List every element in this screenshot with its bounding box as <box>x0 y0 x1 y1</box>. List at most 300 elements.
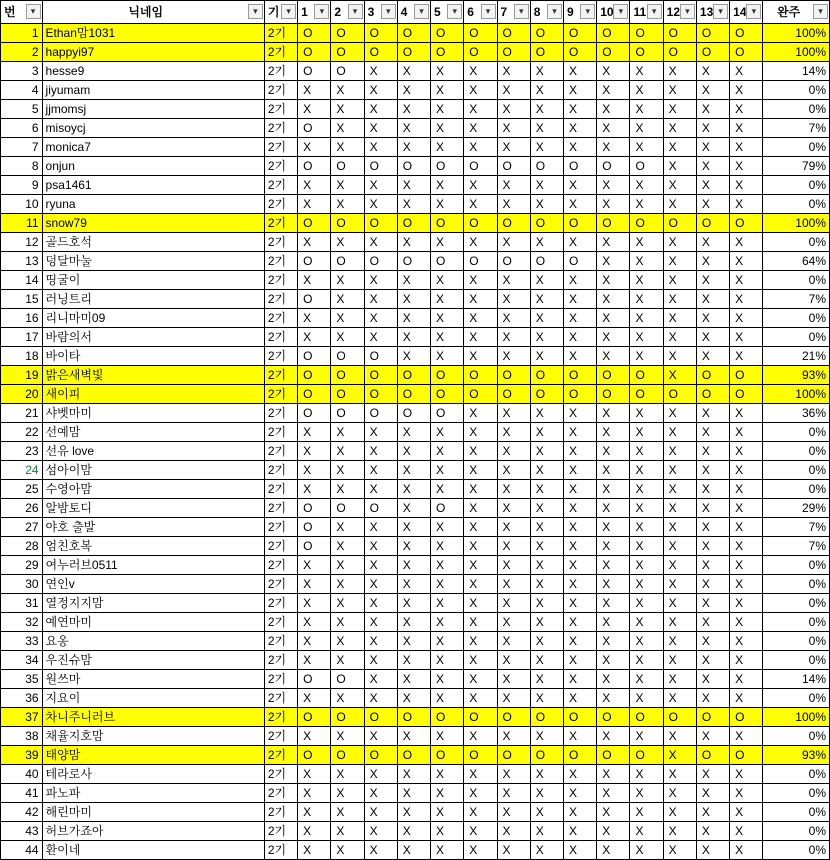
day-8-cell[interactable]: X <box>530 290 563 309</box>
day-9-cell[interactable]: X <box>563 176 596 195</box>
generation-cell[interactable]: 2기 <box>264 708 297 727</box>
day-11-cell[interactable]: X <box>630 518 663 537</box>
day-2-cell[interactable]: X <box>331 518 364 537</box>
nickname-cell[interactable]: 바이타 <box>42 347 264 366</box>
generation-cell[interactable]: 2기 <box>264 461 297 480</box>
day-3-cell[interactable]: O <box>364 347 397 366</box>
day-9-cell[interactable]: X <box>563 784 596 803</box>
day-14-cell[interactable]: X <box>730 765 763 784</box>
day-13-cell[interactable]: O <box>696 385 729 404</box>
day-3-cell[interactable]: X <box>364 518 397 537</box>
completion-cell[interactable]: 0% <box>763 556 830 575</box>
day-2-cell[interactable]: X <box>331 461 364 480</box>
day-13-cell[interactable]: X <box>696 765 729 784</box>
generation-cell[interactable]: 2기 <box>264 366 297 385</box>
day-1-cell[interactable]: X <box>298 784 331 803</box>
filter-dropdown-icon[interactable]: ▾ <box>813 4 828 19</box>
day-12-cell[interactable]: X <box>663 670 696 689</box>
day-12-cell[interactable]: X <box>663 233 696 252</box>
completion-cell[interactable]: 100% <box>763 24 830 43</box>
day-3-cell[interactable]: X <box>364 537 397 556</box>
row-number-cell[interactable]: 42 <box>1 803 43 822</box>
day-11-cell[interactable]: X <box>630 499 663 518</box>
completion-cell[interactable]: 0% <box>763 784 830 803</box>
day-9-cell[interactable]: O <box>563 385 596 404</box>
day-3-cell[interactable]: O <box>364 252 397 271</box>
day-13-cell[interactable]: X <box>696 499 729 518</box>
day-4-cell[interactable]: X <box>397 100 430 119</box>
day-9-cell[interactable]: O <box>563 43 596 62</box>
day-13-cell[interactable]: X <box>696 594 729 613</box>
row-number-cell[interactable]: 26 <box>1 499 43 518</box>
day-8-cell[interactable]: X <box>530 556 563 575</box>
nickname-cell[interactable]: Ethan맘1031 <box>42 24 264 43</box>
generation-cell[interactable]: 2기 <box>264 537 297 556</box>
day-12-cell[interactable]: X <box>663 537 696 556</box>
day-11-cell[interactable]: X <box>630 689 663 708</box>
nickname-cell[interactable]: psa1461 <box>42 176 264 195</box>
day-6-cell[interactable]: X <box>464 347 497 366</box>
day-11-cell[interactable]: X <box>630 81 663 100</box>
day-5-cell[interactable]: O <box>431 746 464 765</box>
day-8-cell[interactable]: X <box>530 233 563 252</box>
row-number-cell[interactable]: 29 <box>1 556 43 575</box>
day-8-cell[interactable]: X <box>530 575 563 594</box>
day-5-cell[interactable]: X <box>431 822 464 841</box>
generation-cell[interactable]: 2기 <box>264 100 297 119</box>
day-6-cell[interactable]: X <box>464 784 497 803</box>
day-9-cell[interactable]: X <box>563 347 596 366</box>
day-3-cell[interactable]: X <box>364 309 397 328</box>
day-13-cell[interactable]: O <box>696 214 729 233</box>
day-1-cell[interactable]: X <box>298 195 331 214</box>
completion-cell[interactable]: 100% <box>763 214 830 233</box>
day-14-cell[interactable]: X <box>730 195 763 214</box>
day-2-cell[interactable]: X <box>331 841 364 860</box>
day-13-cell[interactable]: X <box>696 480 729 499</box>
day-11-cell[interactable]: O <box>630 214 663 233</box>
nickname-cell[interactable]: 덩달마눌 <box>42 252 264 271</box>
day-13-cell[interactable]: X <box>696 309 729 328</box>
day-13-cell[interactable]: X <box>696 784 729 803</box>
day-3-cell[interactable]: X <box>364 727 397 746</box>
completion-cell[interactable]: 0% <box>763 727 830 746</box>
day-11-cell[interactable]: X <box>630 537 663 556</box>
day-7-cell[interactable]: X <box>497 822 530 841</box>
day-3-cell[interactable]: O <box>364 746 397 765</box>
row-number-cell[interactable]: 14 <box>1 271 43 290</box>
day-8-cell[interactable]: X <box>530 822 563 841</box>
day-13-cell[interactable]: X <box>696 404 729 423</box>
day-6-cell[interactable]: X <box>464 822 497 841</box>
day-7-cell[interactable]: O <box>497 366 530 385</box>
completion-cell[interactable]: 0% <box>763 575 830 594</box>
day-5-cell[interactable]: X <box>431 518 464 537</box>
day-8-cell[interactable]: X <box>530 613 563 632</box>
day-10-cell[interactable]: X <box>597 594 630 613</box>
day-3-cell[interactable]: X <box>364 328 397 347</box>
day-9-cell[interactable]: X <box>563 822 596 841</box>
day-1-cell[interactable]: O <box>298 746 331 765</box>
day-11-cell[interactable]: X <box>630 632 663 651</box>
day-5-cell[interactable]: X <box>431 347 464 366</box>
day-9-cell[interactable]: X <box>563 328 596 347</box>
day-3-cell[interactable]: O <box>364 708 397 727</box>
completion-cell[interactable]: 14% <box>763 670 830 689</box>
day-12-cell[interactable]: X <box>663 119 696 138</box>
day-3-cell[interactable]: O <box>364 24 397 43</box>
day-9-cell[interactable]: X <box>563 556 596 575</box>
day-3-cell[interactable]: X <box>364 423 397 442</box>
day-11-cell[interactable]: X <box>630 252 663 271</box>
row-number-cell[interactable]: 3 <box>1 62 43 81</box>
day-2-cell[interactable]: X <box>331 271 364 290</box>
nickname-cell[interactable]: 엄친호복 <box>42 537 264 556</box>
day-1-cell[interactable]: O <box>298 62 331 81</box>
day-12-cell[interactable]: X <box>663 100 696 119</box>
day-6-cell[interactable]: X <box>464 100 497 119</box>
day-10-cell[interactable]: X <box>597 575 630 594</box>
day-6-cell[interactable]: X <box>464 689 497 708</box>
day-2-cell[interactable]: X <box>331 119 364 138</box>
day-9-cell[interactable]: X <box>563 594 596 613</box>
day-4-cell[interactable]: O <box>397 366 430 385</box>
nickname-cell[interactable]: snow79 <box>42 214 264 233</box>
day-14-cell[interactable]: X <box>730 822 763 841</box>
day-4-cell[interactable]: X <box>397 841 430 860</box>
day-12-cell[interactable]: X <box>663 632 696 651</box>
day-8-cell[interactable]: X <box>530 461 563 480</box>
day-9-cell[interactable]: X <box>563 442 596 461</box>
day-11-cell[interactable]: X <box>630 138 663 157</box>
row-number-cell[interactable]: 19 <box>1 366 43 385</box>
row-number-cell[interactable]: 40 <box>1 765 43 784</box>
day-8-cell[interactable]: X <box>530 499 563 518</box>
nickname-cell[interactable]: 요옹 <box>42 632 264 651</box>
day-10-cell[interactable]: X <box>597 442 630 461</box>
filter-dropdown-icon[interactable]: ▾ <box>547 4 562 19</box>
day-8-cell[interactable]: X <box>530 670 563 689</box>
day-5-cell[interactable]: X <box>431 328 464 347</box>
day-11-cell[interactable]: X <box>630 594 663 613</box>
day-5-cell[interactable]: O <box>431 157 464 176</box>
day-7-cell[interactable]: X <box>497 271 530 290</box>
day-2-cell[interactable]: X <box>331 689 364 708</box>
day-2-cell[interactable]: X <box>331 727 364 746</box>
day-13-cell[interactable]: X <box>696 689 729 708</box>
day-8-cell[interactable]: X <box>530 632 563 651</box>
row-number-cell[interactable]: 44 <box>1 841 43 860</box>
day-1-cell[interactable]: X <box>298 480 331 499</box>
nickname-cell[interactable]: 지요이 <box>42 689 264 708</box>
day-14-cell[interactable]: X <box>730 803 763 822</box>
day-1-cell[interactable]: X <box>298 689 331 708</box>
day-6-cell[interactable]: X <box>464 81 497 100</box>
completion-cell[interactable]: 0% <box>763 689 830 708</box>
day-1-cell[interactable]: X <box>298 841 331 860</box>
day-11-cell[interactable]: X <box>630 328 663 347</box>
generation-cell[interactable]: 2기 <box>264 613 297 632</box>
day-12-cell[interactable]: X <box>663 347 696 366</box>
day-12-cell[interactable]: X <box>663 252 696 271</box>
row-number-cell[interactable]: 37 <box>1 708 43 727</box>
day-6-cell[interactable]: X <box>464 62 497 81</box>
day-11-cell[interactable]: X <box>630 556 663 575</box>
day-6-cell[interactable]: X <box>464 119 497 138</box>
day-10-cell[interactable]: X <box>597 271 630 290</box>
day-9-cell[interactable]: X <box>563 518 596 537</box>
filter-dropdown-icon[interactable]: ▾ <box>281 4 296 19</box>
day-11-cell[interactable]: X <box>630 100 663 119</box>
day-12-cell[interactable]: O <box>663 214 696 233</box>
day-5-cell[interactable]: X <box>431 670 464 689</box>
day-10-cell[interactable]: X <box>597 784 630 803</box>
filter-dropdown-icon[interactable]: ▾ <box>613 4 628 19</box>
day-5-cell[interactable]: X <box>431 100 464 119</box>
day-1-cell[interactable]: X <box>298 328 331 347</box>
day-9-cell[interactable]: X <box>563 727 596 746</box>
day-11-cell[interactable]: X <box>630 480 663 499</box>
completion-cell[interactable]: 14% <box>763 62 830 81</box>
row-number-cell[interactable]: 11 <box>1 214 43 233</box>
generation-cell[interactable]: 2기 <box>264 442 297 461</box>
day-3-cell[interactable]: X <box>364 613 397 632</box>
day-1-cell[interactable]: X <box>298 727 331 746</box>
day-10-cell[interactable]: X <box>597 309 630 328</box>
generation-cell[interactable]: 2기 <box>264 138 297 157</box>
day-14-cell[interactable]: X <box>730 233 763 252</box>
filter-dropdown-icon[interactable]: ▾ <box>746 4 761 19</box>
day-10-cell[interactable]: O <box>597 157 630 176</box>
day-4-cell[interactable]: X <box>397 651 430 670</box>
day-3-cell[interactable]: X <box>364 822 397 841</box>
day-14-cell[interactable]: X <box>730 442 763 461</box>
day-9-cell[interactable]: O <box>563 746 596 765</box>
day-3-cell[interactable]: X <box>364 62 397 81</box>
day-2-cell[interactable]: O <box>331 385 364 404</box>
day-6-cell[interactable]: X <box>464 461 497 480</box>
nickname-cell[interactable]: 야호 출발 <box>42 518 264 537</box>
day-5-cell[interactable]: X <box>431 442 464 461</box>
day-5-cell[interactable]: X <box>431 784 464 803</box>
day-5-cell[interactable]: O <box>431 366 464 385</box>
nickname-cell[interactable]: misoycj <box>42 119 264 138</box>
day-6-cell[interactable]: X <box>464 176 497 195</box>
nickname-cell[interactable]: 파노파 <box>42 784 264 803</box>
generation-cell[interactable]: 2기 <box>264 480 297 499</box>
day-10-cell[interactable]: O <box>597 24 630 43</box>
generation-cell[interactable]: 2기 <box>264 214 297 233</box>
day-4-cell[interactable]: X <box>397 62 430 81</box>
day-2-cell[interactable]: O <box>331 347 364 366</box>
day-7-cell[interactable]: X <box>497 81 530 100</box>
nickname-cell[interactable]: 원쓰마 <box>42 670 264 689</box>
completion-cell[interactable]: 0% <box>763 271 830 290</box>
day-12-cell[interactable]: X <box>663 461 696 480</box>
day-1-cell[interactable]: X <box>298 556 331 575</box>
day-12-cell[interactable]: X <box>663 613 696 632</box>
day-3-cell[interactable]: X <box>364 841 397 860</box>
day-12-cell[interactable]: X <box>663 727 696 746</box>
day-1-cell[interactable]: O <box>298 518 331 537</box>
day-13-cell[interactable]: O <box>696 366 729 385</box>
day-14-cell[interactable]: X <box>730 841 763 860</box>
day-6-cell[interactable]: X <box>464 195 497 214</box>
day-2-cell[interactable]: X <box>331 784 364 803</box>
day-13-cell[interactable]: X <box>696 727 729 746</box>
day-3-cell[interactable]: X <box>364 594 397 613</box>
day-9-cell[interactable]: X <box>563 423 596 442</box>
day-10-cell[interactable]: X <box>597 670 630 689</box>
day-9-cell[interactable]: X <box>563 803 596 822</box>
day-7-cell[interactable]: X <box>497 176 530 195</box>
filter-dropdown-icon[interactable]: ▾ <box>414 4 429 19</box>
day-3-cell[interactable]: X <box>364 765 397 784</box>
day-6-cell[interactable]: X <box>464 138 497 157</box>
day-14-cell[interactable]: O <box>730 708 763 727</box>
generation-cell[interactable]: 2기 <box>264 518 297 537</box>
day-7-cell[interactable]: X <box>497 575 530 594</box>
day-6-cell[interactable]: O <box>464 24 497 43</box>
day-9-cell[interactable]: X <box>563 195 596 214</box>
day-14-cell[interactable]: X <box>730 556 763 575</box>
day-12-cell[interactable]: X <box>663 366 696 385</box>
day-13-cell[interactable]: X <box>696 442 729 461</box>
day-6-cell[interactable]: O <box>464 214 497 233</box>
day-3-cell[interactable]: X <box>364 119 397 138</box>
day-7-cell[interactable]: O <box>497 708 530 727</box>
day-12-cell[interactable]: X <box>663 195 696 214</box>
day-14-cell[interactable]: X <box>730 252 763 271</box>
completion-cell[interactable]: 7% <box>763 518 830 537</box>
generation-cell[interactable]: 2기 <box>264 746 297 765</box>
day-6-cell[interactable]: X <box>464 518 497 537</box>
completion-cell[interactable]: 7% <box>763 119 830 138</box>
day-4-cell[interactable]: O <box>397 404 430 423</box>
day-2-cell[interactable]: X <box>331 290 364 309</box>
day-1-cell[interactable]: X <box>298 613 331 632</box>
day-5-cell[interactable]: X <box>431 480 464 499</box>
day-1-cell[interactable]: O <box>298 708 331 727</box>
day-7-cell[interactable]: X <box>497 594 530 613</box>
day-2-cell[interactable]: X <box>331 537 364 556</box>
generation-cell[interactable]: 2기 <box>264 499 297 518</box>
day-12-cell[interactable]: X <box>663 841 696 860</box>
day-1-cell[interactable]: X <box>298 176 331 195</box>
day-10-cell[interactable]: O <box>597 746 630 765</box>
day-14-cell[interactable]: X <box>730 271 763 290</box>
day-2-cell[interactable]: O <box>331 24 364 43</box>
day-13-cell[interactable]: X <box>696 423 729 442</box>
day-4-cell[interactable]: X <box>397 499 430 518</box>
day-5-cell[interactable]: X <box>431 233 464 252</box>
filter-dropdown-icon[interactable]: ▾ <box>381 4 396 19</box>
day-6-cell[interactable]: X <box>464 632 497 651</box>
day-1-cell[interactable]: O <box>298 157 331 176</box>
day-4-cell[interactable]: X <box>397 442 430 461</box>
day-10-cell[interactable]: X <box>597 195 630 214</box>
day-12-cell[interactable]: X <box>663 176 696 195</box>
row-number-cell[interactable]: 25 <box>1 480 43 499</box>
day-7-cell[interactable]: X <box>497 537 530 556</box>
day-8-cell[interactable]: X <box>530 271 563 290</box>
day-5-cell[interactable]: X <box>431 309 464 328</box>
day-2-cell[interactable]: O <box>331 366 364 385</box>
day-11-cell[interactable]: O <box>630 385 663 404</box>
nickname-cell[interactable]: 밝은새벽빛 <box>42 366 264 385</box>
day-6-cell[interactable]: O <box>464 366 497 385</box>
day-6-cell[interactable]: X <box>464 271 497 290</box>
completion-cell[interactable]: 93% <box>763 746 830 765</box>
day-4-cell[interactable]: X <box>397 803 430 822</box>
day-4-cell[interactable]: X <box>397 81 430 100</box>
day-4-cell[interactable]: X <box>397 461 430 480</box>
day-10-cell[interactable]: X <box>597 537 630 556</box>
day-13-cell[interactable]: O <box>696 708 729 727</box>
nickname-cell[interactable]: 테라로사 <box>42 765 264 784</box>
day-1-cell[interactable]: O <box>298 119 331 138</box>
day-13-cell[interactable]: X <box>696 252 729 271</box>
day-3-cell[interactable]: X <box>364 233 397 252</box>
day-1-cell[interactable]: X <box>298 233 331 252</box>
day-1-cell[interactable]: O <box>298 24 331 43</box>
completion-cell[interactable]: 0% <box>763 613 830 632</box>
nickname-cell[interactable]: 선유 love <box>42 442 264 461</box>
day-4-cell[interactable]: X <box>397 594 430 613</box>
day-8-cell[interactable]: X <box>530 119 563 138</box>
day-6-cell[interactable]: O <box>464 43 497 62</box>
day-14-cell[interactable]: X <box>730 157 763 176</box>
completion-cell[interactable]: 21% <box>763 347 830 366</box>
day-12-cell[interactable]: O <box>663 708 696 727</box>
day-12-cell[interactable]: X <box>663 803 696 822</box>
day-12-cell[interactable]: X <box>663 157 696 176</box>
day-1-cell[interactable]: X <box>298 271 331 290</box>
day-1-cell[interactable]: O <box>298 404 331 423</box>
day-5-cell[interactable]: O <box>431 214 464 233</box>
completion-cell[interactable]: 0% <box>763 138 830 157</box>
day-2-cell[interactable]: X <box>331 100 364 119</box>
day-3-cell[interactable]: X <box>364 632 397 651</box>
day-8-cell[interactable]: X <box>530 81 563 100</box>
day-11-cell[interactable]: X <box>630 613 663 632</box>
row-number-cell[interactable]: 8 <box>1 157 43 176</box>
day-4-cell[interactable]: X <box>397 233 430 252</box>
day-2-cell[interactable]: O <box>331 708 364 727</box>
day-6-cell[interactable]: O <box>464 746 497 765</box>
day-2-cell[interactable]: X <box>331 195 364 214</box>
day-6-cell[interactable]: X <box>464 765 497 784</box>
day-4-cell[interactable]: X <box>397 575 430 594</box>
day-10-cell[interactable]: X <box>597 727 630 746</box>
day-6-cell[interactable]: O <box>464 157 497 176</box>
day-10-cell[interactable]: O <box>597 385 630 404</box>
generation-cell[interactable]: 2기 <box>264 632 297 651</box>
day-6-cell[interactable]: X <box>464 803 497 822</box>
day-14-cell[interactable]: X <box>730 62 763 81</box>
day-7-cell[interactable]: X <box>497 670 530 689</box>
row-number-cell[interactable]: 6 <box>1 119 43 138</box>
day-10-cell[interactable]: X <box>597 841 630 860</box>
day-5-cell[interactable]: X <box>431 81 464 100</box>
row-number-cell[interactable]: 17 <box>1 328 43 347</box>
completion-cell[interactable]: 0% <box>763 461 830 480</box>
day-7-cell[interactable]: O <box>497 43 530 62</box>
generation-cell[interactable]: 2기 <box>264 765 297 784</box>
day-4-cell[interactable]: X <box>397 119 430 138</box>
day-1-cell[interactable]: X <box>298 651 331 670</box>
day-2-cell[interactable]: O <box>331 214 364 233</box>
